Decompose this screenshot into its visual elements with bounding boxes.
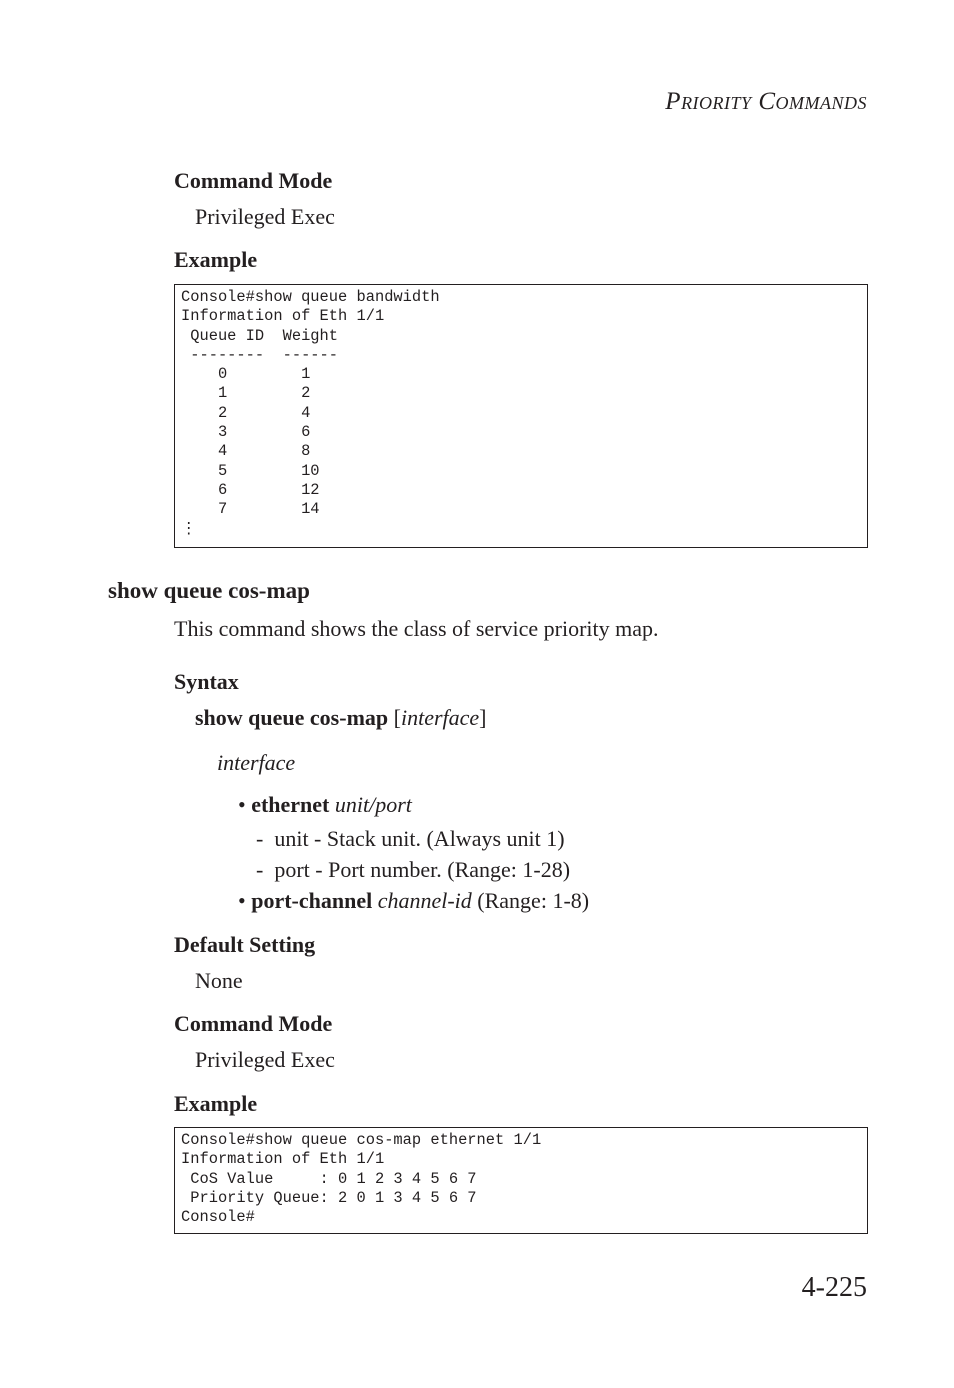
code-line: 0 1 bbox=[181, 365, 311, 384]
command-mode-value: Privileged Exec bbox=[195, 204, 335, 229]
code-line: Console# bbox=[181, 1208, 255, 1227]
code-block bbox=[175, 1128, 867, 1230]
code-line: Information of Eth 1/1 bbox=[181, 1150, 385, 1169]
bullet-keyword: ethernet bbox=[251, 792, 330, 817]
code-line: 5 10 bbox=[181, 461, 320, 480]
syntax-heading: Syntax bbox=[174, 669, 239, 694]
sub-item-text: unit - Stack unit. (Always unit 1) bbox=[274, 826, 565, 851]
code-block bbox=[175, 285, 867, 542]
code-example-cos-map bbox=[174, 1127, 868, 1234]
syntax-close-bracket: ] bbox=[479, 705, 487, 730]
param-name: interface bbox=[217, 750, 296, 775]
command-mode-value-2: Privileged Exec bbox=[195, 1047, 335, 1072]
bullet-item-port-channel: • port-channel channel-id (Range: 1-8) bbox=[238, 888, 590, 913]
code-line: Information of Eth 1/1 bbox=[181, 307, 385, 326]
example-heading-2: Example bbox=[174, 1091, 258, 1116]
code-line: Queue ID Weight bbox=[181, 326, 339, 345]
bullet-suffix: (Range: 1-8) bbox=[471, 888, 590, 913]
example-heading: Example bbox=[174, 247, 258, 272]
code-line: 2 4 bbox=[181, 403, 311, 422]
default-setting-value: None bbox=[195, 968, 243, 993]
code-line: -------- ------ bbox=[181, 345, 339, 364]
code-line: 1 2 bbox=[181, 384, 311, 403]
header-word-priority: RIORITY bbox=[681, 93, 752, 113]
code-line: Console#show queue bandwidth bbox=[181, 288, 440, 306]
bullet-item-ethernet: • ethernet unit/port bbox=[238, 792, 412, 817]
code-line: 6 12 bbox=[181, 480, 320, 499]
code-line: Priority Queue: 2 0 1 3 4 5 6 7 bbox=[181, 1188, 477, 1207]
syntax-param: interface bbox=[400, 705, 480, 730]
bullet-arg: unit/port bbox=[334, 792, 412, 817]
command-mode-heading: Command Mode bbox=[174, 168, 333, 193]
bullet-arg: channel-id bbox=[377, 888, 472, 913]
header-word-commands: OMMANDS bbox=[775, 93, 867, 113]
section-description: This command shows the class of service priority map. bbox=[174, 616, 659, 641]
syntax-line bbox=[195, 705, 487, 731]
code-ellipsis: ⋮ bbox=[181, 519, 197, 538]
code-line: Console#show queue cos-map ethernet 1/1 bbox=[181, 1131, 542, 1149]
running-header bbox=[665, 88, 867, 116]
code-line: 3 6 bbox=[181, 423, 311, 442]
sub-item-text: port - Port number. (Range: 1-28) bbox=[274, 857, 571, 882]
sub-item-unit: - unit - Stack unit. (Always unit 1) bbox=[256, 826, 565, 851]
section-title: show queue cos-map bbox=[108, 578, 310, 603]
code-line: 7 14 bbox=[181, 500, 320, 519]
command-mode-heading-2: Command Mode bbox=[174, 1011, 333, 1036]
default-setting-heading: Default Setting bbox=[174, 932, 316, 957]
header-initial-c: C bbox=[758, 88, 776, 115]
sub-item-port: - port - Port number. (Range: 1-28) bbox=[256, 857, 571, 882]
syntax-open-bracket: [ bbox=[393, 705, 401, 730]
header-initial-p: P bbox=[665, 88, 682, 115]
bullet-keyword: port-channel bbox=[251, 888, 373, 913]
syntax-command: show queue cos-map bbox=[195, 705, 389, 730]
code-example-bandwidth bbox=[174, 284, 868, 548]
page-number: 4-225 bbox=[801, 1272, 867, 1303]
code-line: 4 8 bbox=[181, 442, 311, 461]
code-line: CoS Value : 0 1 2 3 4 5 6 7 bbox=[181, 1169, 477, 1188]
